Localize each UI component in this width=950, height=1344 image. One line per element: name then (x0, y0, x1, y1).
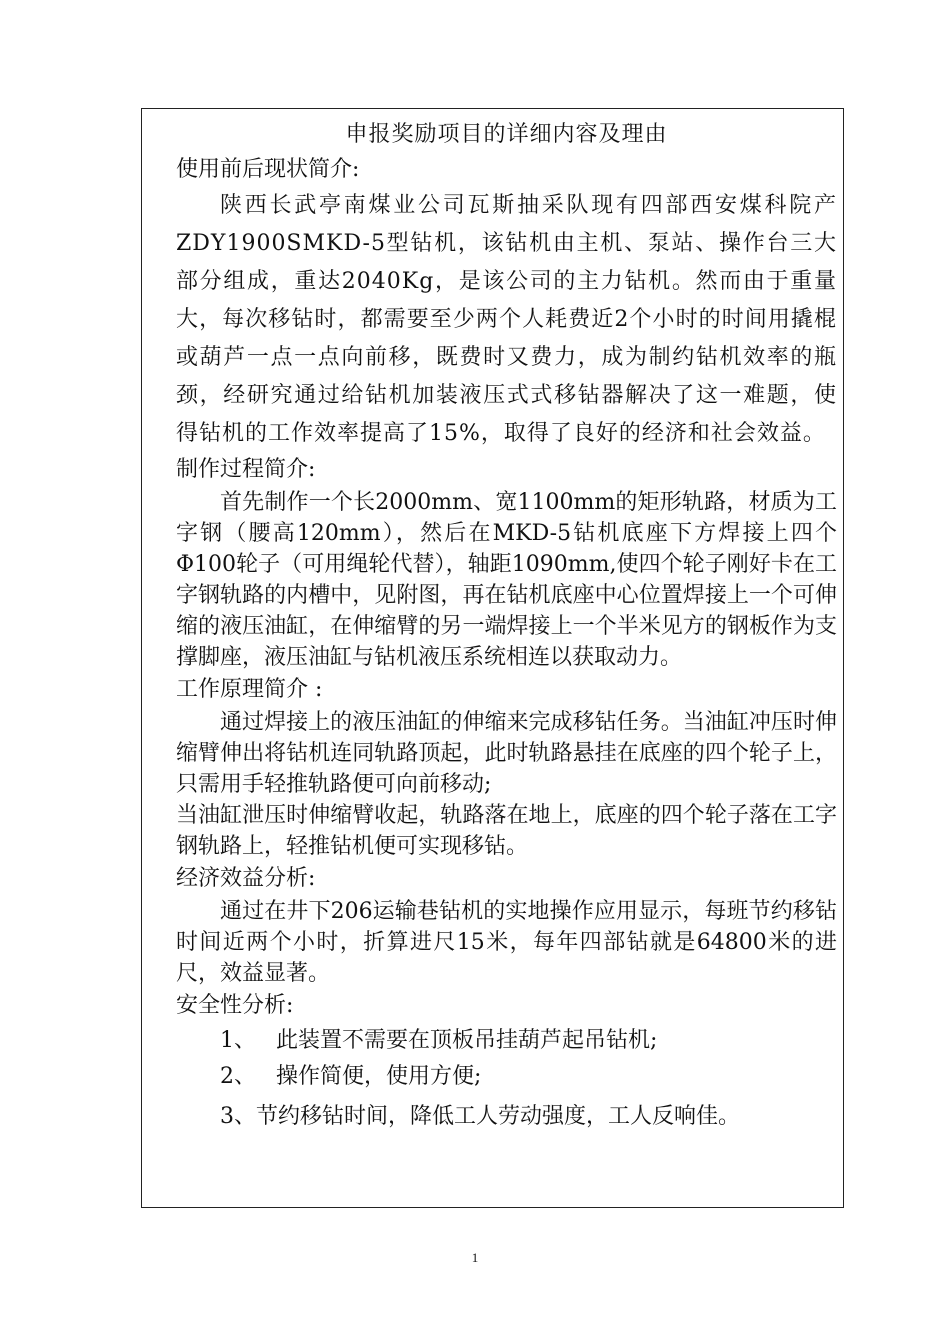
section-heading-process: 制作过程简介: (176, 457, 316, 482)
section-paragraph-process: 首先制作一个长2000mm、宽1100mm的矩形轨路，材质为工字钢（腰高120mm），然后在MKD-5钻机底座下方焊接上四个Φ100轮子（可用绳轮代替），轴距1090mm,使四个轮子刚好卡在工字钢轨路的内槽中，见附图，再在钻机底座中心位置焊接上一个可伸缩的液压油缸，在伸缩臂的另一端焊接上一个半米见方的钢板作为支撑脚座，液压油缸与钻机液压系统相连以获取动力。 (176, 490, 837, 670)
content-frame (141, 108, 844, 1208)
section-paragraph-economic: 通过在井下206运输巷钻机的实地操作应用显示，每班节约移钻时间近两个小时，折算进尺15米，每年四部钻就是64800米的进尺，效益显著。 (176, 899, 837, 986)
section-heading-economic: 经济效益分析: (176, 866, 316, 891)
list-item-text: 操作简便，使用方便; (276, 1064, 482, 1089)
safety-list (176, 1023, 837, 1139)
list-item-number: 1、 (220, 1028, 256, 1053)
list-item (176, 1059, 837, 1095)
document-body (176, 117, 837, 1139)
section-paragraph-principle-2: 当油缸泄压时伸缩臂收起，轨路落在地上，底座的四个轮子落在工字钢轨路上，轻推钻机便可实现移钻。 (176, 803, 837, 859)
page-number: 1 (471, 1250, 479, 1265)
list-item (176, 1023, 837, 1059)
section-paragraph-principle-1: 通过焊接上的液压油缸的伸缩来完成移钻任务。当油缸冲压时伸缩臂伸出将钻机连同轨路顶起，此时轨路悬挂在底座的四个轮子上，只需用手轻推轨路便可向前移动; (176, 710, 837, 797)
section-heading-safety: 安全性分析: (176, 993, 294, 1018)
list-item-number: 2、 (220, 1064, 256, 1089)
list-item-text: 此装置不需要在顶板吊挂葫芦起吊钻机; (276, 1028, 658, 1053)
document-title: 申报奖励项目的详细内容及理由 (345, 122, 668, 147)
section-heading-principle: 工作原理简介 : (176, 677, 323, 702)
section-heading-before-after: 使用前后现状简介: (176, 157, 360, 182)
list-item (176, 1095, 837, 1139)
section-paragraph-before-after: 陕西长武亭南煤业公司瓦斯抽采队现有四部西安煤科院产ZDY1900SMKD-5型钻机，该钻机由主机、泵站、操作台三大部分组成，重达2040Kg，是该公司的主力钻机。然而由于重量大，每次移钻时，都需要至少两个人耗费近2个小时的时间用撬棍或葫芦一点一点向前移，既费时又费力，成为制约钻机效率的瓶颈，经研究通过给钻机加装液压式式移钻器解决了这一难题，使得钻机的工作效率提高了15%，取得了良好的经济和社会效益。 (176, 193, 837, 446)
list-item-text: 节约移钻时间，降低工人劳动强度，工人反响佳。 (256, 1104, 741, 1129)
list-item-number: 3、 (220, 1104, 256, 1129)
